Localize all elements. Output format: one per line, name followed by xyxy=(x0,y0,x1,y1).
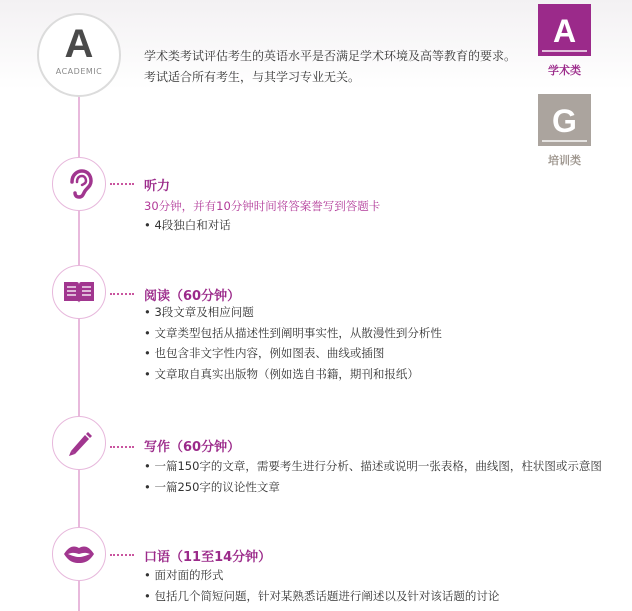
ear-icon xyxy=(64,168,94,200)
list-item: • 一篇150字的文章，需要考生进行分析、描述或说明一张表格，曲线图，柱状图或示意图 xyxy=(144,459,602,473)
reading-connector xyxy=(110,293,134,295)
list-item: • 文章类型包括从描述性到阐明事实性，从散漫性到分析性 xyxy=(144,325,442,340)
list-item: • 也包含非文字性内容，例如图表、曲线或插图 xyxy=(144,346,385,361)
speaking-icon-circle xyxy=(52,527,106,581)
intro-line: 学术类考试评估考生的英语水平是否满足学术环境及高等教育的要求。 xyxy=(144,49,517,63)
open-book-icon xyxy=(62,279,96,305)
listening-title: 听力 xyxy=(144,179,171,194)
reading-icon-circle xyxy=(52,265,106,319)
writing-bullets xyxy=(144,456,602,497)
academic-badge xyxy=(37,13,121,97)
list-item: • 一篇250字的议论性文章 xyxy=(144,479,280,494)
speaking-connector xyxy=(110,554,134,556)
list-item: • 3段文章及相应问题 xyxy=(144,305,254,319)
badge-letter: A xyxy=(64,22,94,66)
speaking-title: 口语（11至14分钟） xyxy=(144,550,272,565)
intro-line: 考试适合所有考生，与其学习专业无关。 xyxy=(144,70,361,84)
reading-title: 阅读（60分钟） xyxy=(144,289,241,304)
writing-title: 写作（60分钟） xyxy=(144,440,241,455)
listening-connector xyxy=(110,183,134,185)
intro-text xyxy=(144,46,516,88)
list-item: • 文章取自真实出版物（例如选自书籍，期刊和报纸） xyxy=(144,367,419,382)
general-tag-box: G xyxy=(538,94,591,146)
pencil-icon xyxy=(65,429,93,457)
lips-icon xyxy=(62,543,96,565)
listening-icon-circle xyxy=(52,157,106,211)
writing-icon-circle xyxy=(52,416,106,470)
list-item: • 面对面的形式 xyxy=(144,568,224,582)
academic-tag[interactable] xyxy=(538,4,591,78)
list-item: • 包括几个简短问题，针对某熟悉话题进行阐述以及针对该话题的讨论 xyxy=(144,588,500,603)
academic-tag-label: 学术类 xyxy=(548,64,581,77)
badge-caption: ACADEMIC xyxy=(55,67,103,76)
writing-connector xyxy=(110,446,134,448)
list-item: • 4段独白和对话 xyxy=(144,218,231,232)
listening-bullets xyxy=(144,215,231,236)
general-tag[interactable] xyxy=(538,94,591,168)
speaking-bullets xyxy=(144,565,499,606)
listening-subtitle: 30分钟，并有10分钟时间将答案誊写到答题卡 xyxy=(144,199,381,213)
reading-bullets xyxy=(144,302,442,385)
general-tag-label: 培训类 xyxy=(548,154,581,167)
academic-tag-box: A xyxy=(538,4,591,56)
